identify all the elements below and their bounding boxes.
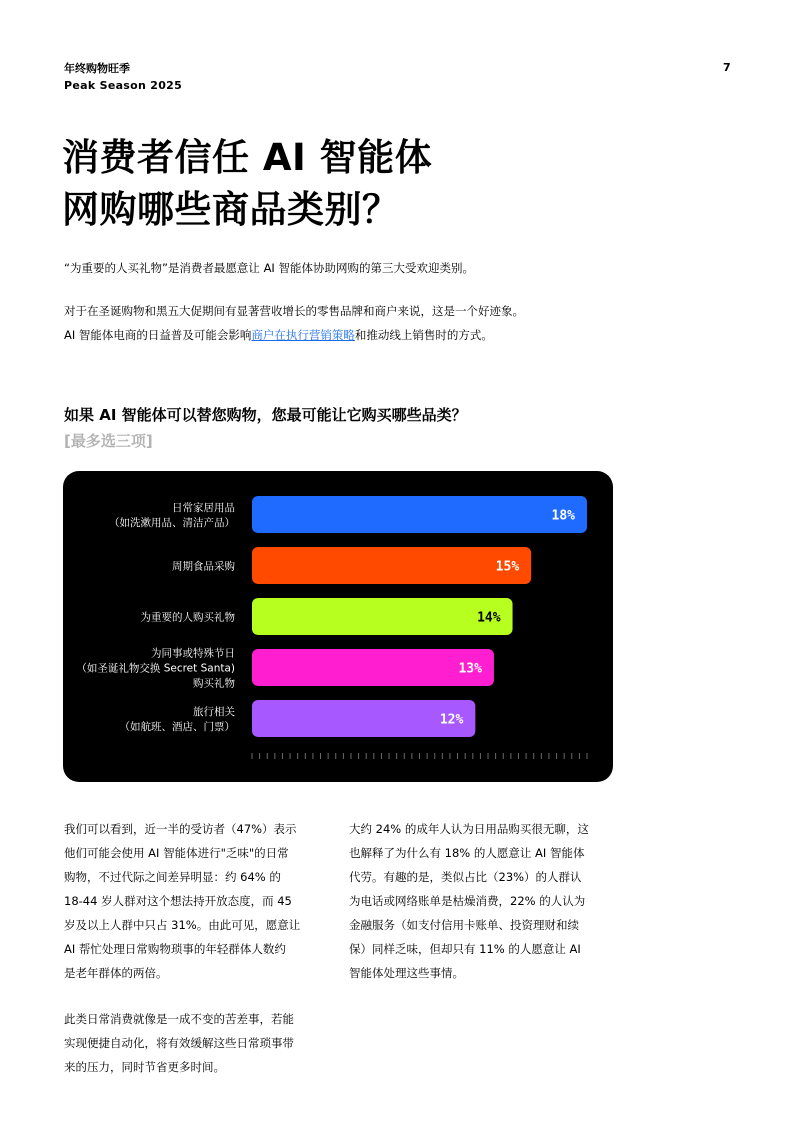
text-line: 他们可能会使用 AI 智能体进行"乏味"的日常 xyxy=(64,846,289,860)
text-line: 金融服务（如支付信用卡账单、投资理财和续 xyxy=(349,918,579,932)
category-label-line: 购买礼物 xyxy=(193,677,235,690)
body-paragraph-line-2-end: 和推动线上销售时的方式。 xyxy=(354,328,493,342)
page-title-line-1: 消费者信任 AI 智能体 xyxy=(62,136,433,179)
text-line: 岁及以上人群中只占 31%。由此可见，愿意让 xyxy=(64,918,301,932)
page-title-line-2: 网购哪些商品类别？ xyxy=(62,188,400,231)
category-label-line: 周期食品采购 xyxy=(172,560,235,573)
body-paragraph-line-1: 对于在圣诞购物和黑五大促期间有显著营收增长的零售品牌和商户来说，这是一个好迹象。 xyxy=(64,304,524,318)
right-column xyxy=(349,817,609,985)
category-label-line: 为重要的人购买礼物 xyxy=(140,611,235,624)
text-line: 此类日常消费就像是一成不变的苦差事，若能 xyxy=(64,1012,294,1026)
marketing-strategy-link[interactable]: 商户在执行营销策略 xyxy=(251,328,355,342)
text-line: 购物，不过代际之间差异明显：约 64% 的 xyxy=(64,870,281,884)
category-label xyxy=(76,647,235,690)
category-label-line: 日常家居用品 xyxy=(172,502,235,514)
left-column-paragraph-2 xyxy=(64,1007,324,1079)
text-line: 代劳。有趣的是，类似占比（23%）的人群认 xyxy=(349,870,582,884)
text-line: 智能体处理这些事情。 xyxy=(349,966,464,980)
intro-paragraph: “为重要的人买礼物”是消费者最愿意让 AI 智能体协助网购的第三大受欢迎类别。 xyxy=(64,261,474,275)
bar xyxy=(252,547,531,584)
bar-value-label: 15% xyxy=(495,559,520,575)
body-paragraph-line-2-start: AI 智能体电商的日益普及可能会影响 xyxy=(64,328,252,342)
bar-value-label: 13% xyxy=(458,661,482,677)
bar-value-label: 18% xyxy=(551,508,575,524)
text-line: 为电话或网络账单是枯燥消费，22% 的人认为 xyxy=(349,894,586,908)
survey-question: 如果 AI 智能体可以替您购物，您最可能让它购买哪些品类？ xyxy=(64,406,467,424)
category-label xyxy=(109,501,235,529)
bar-value-label: 12% xyxy=(439,712,464,728)
document-subtitle: Peak Season 2025 xyxy=(64,79,183,92)
category-label xyxy=(172,560,235,573)
text-line: 是老年群体的两倍。 xyxy=(64,966,168,980)
category-label xyxy=(120,705,236,733)
left-column xyxy=(64,817,324,1079)
page-number: 7 xyxy=(723,61,731,74)
text-line: 实现便捷自动化，将有效缓解这些日常琐事带 xyxy=(64,1036,294,1050)
text-line: 我们可以看到，近一半的受访者（47%）表示 xyxy=(64,822,297,836)
bar-value-label: 14% xyxy=(477,610,501,626)
text-line: 大约 24% 的成年人认为日用品购买很无聊，这 xyxy=(349,822,589,836)
bar xyxy=(252,598,513,635)
text-line: 也解释了为什么有 18% 的人愿意让 AI 智能体 xyxy=(349,846,585,860)
category-label-line: （如洗漱用品、清洁产品） xyxy=(109,517,235,529)
body-paragraph xyxy=(64,299,524,347)
category-label-line: （如圣诞礼物交换 Secret Santa) xyxy=(76,662,235,675)
text-line: 18-44 岁人群对这个想法持开放态度，而 45 xyxy=(64,894,292,908)
text-line: 来的压力，同时节省更多时间。 xyxy=(64,1060,225,1074)
bar-chart xyxy=(63,471,613,782)
category-label-line: （如航班、酒店、门票） xyxy=(119,721,235,733)
document-header xyxy=(64,60,182,94)
text-line: 保）同样乏味，但却只有 11% 的人愿意让 AI xyxy=(349,942,581,956)
document-title: 年终购物旺季 xyxy=(64,62,130,75)
survey-question-note: [最多选三项] xyxy=(64,432,153,450)
category-label-line: 为同事或特殊节日 xyxy=(151,647,235,660)
category-label-line: 旅行相关 xyxy=(193,706,235,718)
bar-chart-plot xyxy=(63,471,613,782)
category-label xyxy=(141,611,236,624)
left-column-paragraph-1 xyxy=(64,817,324,985)
page-title xyxy=(62,132,432,236)
bar xyxy=(252,496,587,533)
text-line: AI 帮忙处理日常购物琐事的年轻群体人数约 xyxy=(64,942,286,956)
